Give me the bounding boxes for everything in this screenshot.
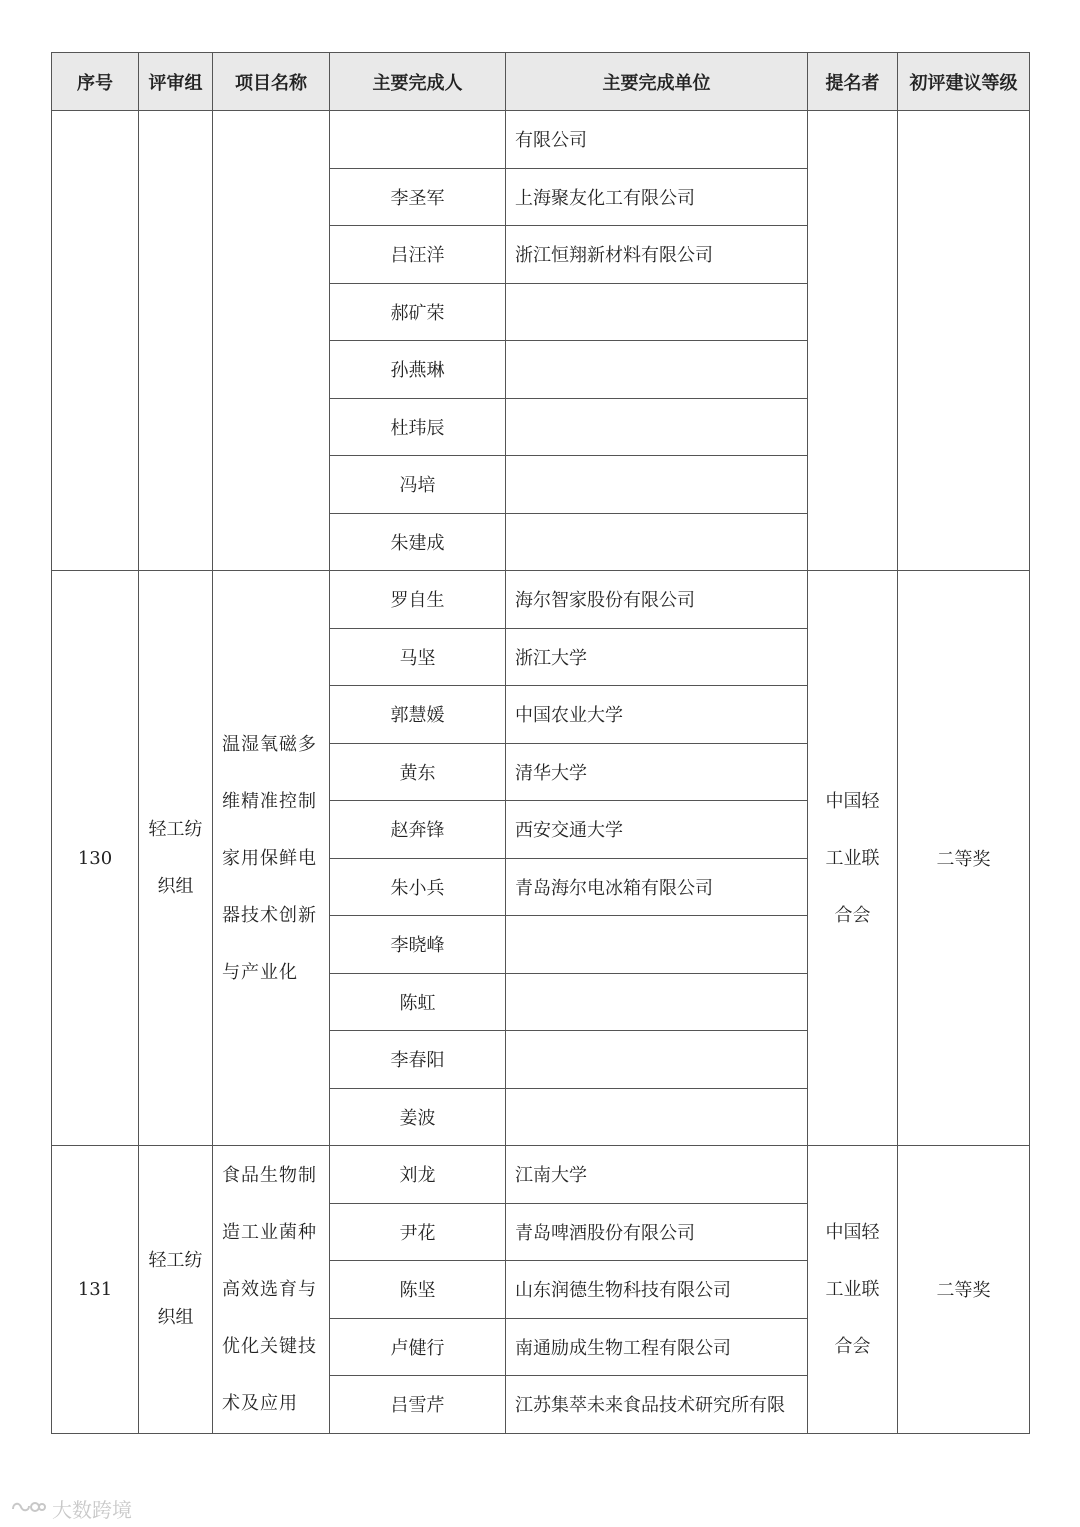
person-cell: 陈虹 [330,973,506,1031]
unit-cell [506,513,808,571]
project-name-line: 与产业化 [222,961,298,983]
continued-level-cell [898,111,1030,571]
unit-cell [506,341,808,399]
project-name [213,1146,330,1434]
unit-cell: 中国农业大学 [506,686,808,744]
nominator-line: 中国轻 [825,1221,880,1243]
continued-no-cell [52,111,139,571]
award-level: 二等奖 [898,1146,1030,1434]
unit-cell: 清华大学 [506,743,808,801]
unit-cell [506,283,808,341]
unit-cell: 海尔智家股份有限公司 [506,571,808,629]
review-group-line: 轻工纺 [148,1250,203,1272]
continued-nominator-cell [808,111,898,571]
person-cell: 朱小兵 [330,858,506,916]
header-project: 项目名称 [213,53,330,111]
person-cell: 朱建成 [330,513,506,571]
person-cell: 郭慧媛 [330,686,506,744]
nominator-line: 合会 [834,1335,871,1357]
award-level: 二等奖 [898,571,1030,1146]
person-cell: 罗自生 [330,571,506,629]
person-cell: 陈坚 [330,1261,506,1319]
unit-cell: 西安交通大学 [506,801,808,859]
review-group [139,1146,213,1434]
header-row [52,53,1030,111]
unit-cell: 有限公司 [506,111,808,169]
person-cell: 吕汪洋 [330,226,506,284]
unit-cell [506,916,808,974]
award-table [51,52,1030,1434]
person-cell: 赵奔锋 [330,801,506,859]
continued-project-cell [213,111,330,571]
person-cell: 卢健行 [330,1318,506,1376]
unit-cell: 青岛啤酒股份有限公司 [506,1203,808,1261]
unit-cell: 青岛海尔电冰箱有限公司 [506,858,808,916]
table-row [52,111,1030,169]
person-cell: 李圣军 [330,168,506,226]
project-name-line: 器技术创新 [222,904,317,926]
header-group: 评审组 [139,53,213,111]
project-name-line: 造工业菌种 [222,1221,317,1243]
watermark-text: 大数跨境 [52,1498,132,1522]
watermark [10,1494,132,1523]
header-unit: 主要完成单位 [506,53,808,111]
unit-cell [506,973,808,1031]
project-name-line: 家用保鲜电 [222,847,317,869]
person-cell: 李春阳 [330,1031,506,1089]
unit-cell: 南通励成生物工程有限公司 [506,1318,808,1376]
header-person: 主要完成人 [330,53,506,111]
person-cell: 吕雪芹 [330,1376,506,1434]
logo-icon [10,1499,46,1519]
project-name-line: 维精准控制 [222,790,317,812]
person-cell: 尹花 [330,1203,506,1261]
review-group-line: 织组 [157,1307,194,1329]
person-cell: 杜玮辰 [330,398,506,456]
nominator [808,571,898,1146]
header-nominator: 提名者 [808,53,898,111]
table-row [52,571,1030,629]
nominator-line: 工业联 [825,1278,880,1300]
entry-no: 130 [52,571,139,1146]
project-name-line: 高效选育与 [222,1278,317,1300]
continued-group-cell [139,111,213,571]
entry-no: 131 [52,1146,139,1434]
unit-cell: 浙江恒翔新材料有限公司 [506,226,808,284]
person-cell: 姜波 [330,1088,506,1146]
person-cell: 李晓峰 [330,916,506,974]
nominator-line: 合会 [834,904,871,926]
person-cell: 黄东 [330,743,506,801]
review-group-line: 轻工纺 [148,819,203,840]
unit-cell [506,1031,808,1089]
person-cell [330,111,506,169]
header-level: 初评建议等级 [898,53,1030,111]
unit-cell: 江南大学 [506,1146,808,1204]
person-cell: 孙燕琳 [330,341,506,399]
nominator-line: 工业联 [825,847,880,869]
project-name-line: 温湿氧磁多 [222,733,317,755]
project-name-line: 食品生物制 [222,1164,317,1186]
person-cell: 刘龙 [330,1146,506,1204]
unit-cell: 江苏集萃未来食品技术研究所有限 [506,1376,808,1434]
nominator-line: 中国轻 [825,790,880,812]
unit-cell: 山东润德生物科技有限公司 [506,1261,808,1319]
review-group [139,571,213,1146]
person-cell: 冯培 [330,456,506,514]
unit-cell: 浙江大学 [506,628,808,686]
project-name-line: 优化关键技 [222,1335,317,1357]
header-no: 序号 [52,53,139,111]
nominator [808,1146,898,1434]
unit-cell: 上海聚友化工有限公司 [506,168,808,226]
project-name-line: 术及应用 [222,1392,298,1414]
table-row [52,1146,1030,1204]
person-cell: 郝矿荣 [330,283,506,341]
unit-cell [506,456,808,514]
unit-cell [506,398,808,456]
project-name [213,571,330,1146]
review-group-line: 织组 [157,876,194,897]
unit-cell [506,1088,808,1146]
person-cell: 马坚 [330,628,506,686]
